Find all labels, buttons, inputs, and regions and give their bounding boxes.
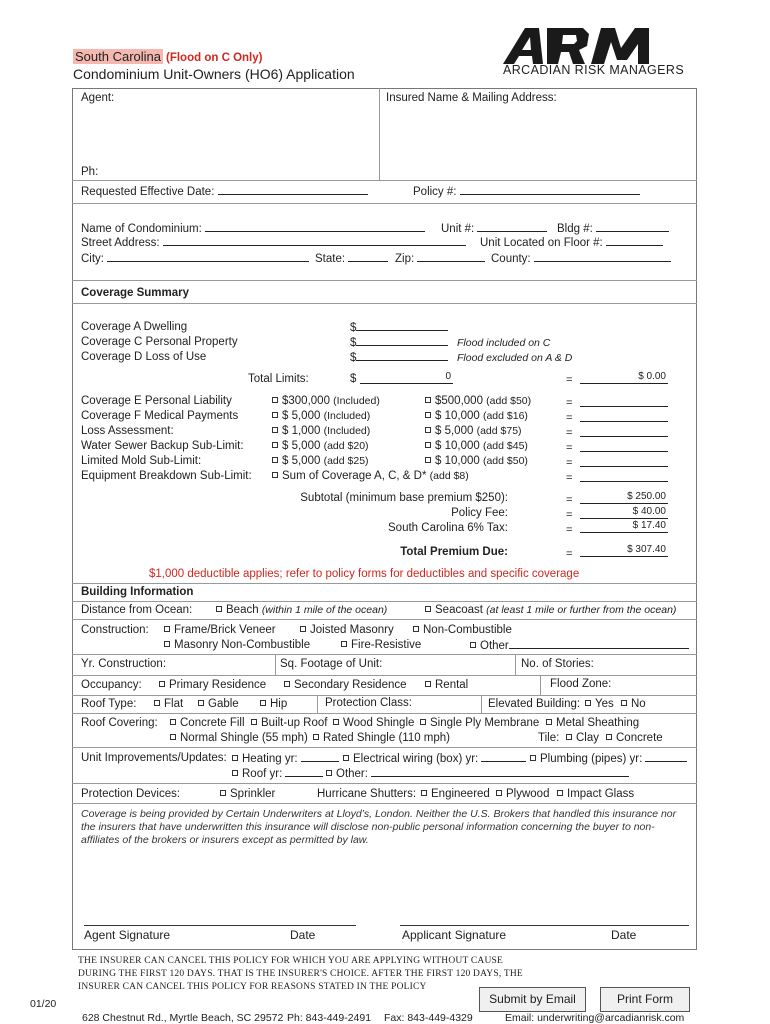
equals-sign: = — [566, 509, 573, 521]
cancel-notice-line2: DURING THE FIRST 120 DAYS. THAT IS THE INSURER'S CHOICE. AFTER THE FIRST 120 DAYS, THE — [78, 969, 523, 979]
coverage-premium — [580, 440, 668, 452]
stories-label: No. of Stories: — [521, 658, 594, 670]
option-amount: $ 1,000 — [282, 425, 321, 437]
option-note: (add $45) — [482, 440, 528, 452]
roof-covering-label: Roof Covering: — [81, 717, 158, 729]
effective-date-label: Requested Effective Date: — [81, 186, 215, 198]
coverage-option-2[interactable] — [425, 395, 531, 407]
option-amount: $ 5,000 — [282, 455, 321, 467]
coverage-option-1[interactable] — [272, 455, 369, 467]
sqft-label: Sq. Footage of Unit: — [280, 658, 383, 670]
footer-fax: Fax: 843-449-4329 — [384, 1012, 473, 1024]
coverage-row — [81, 395, 232, 407]
metal-label: Metal Sheathing — [556, 717, 640, 729]
masonry-nc-option[interactable] — [164, 639, 310, 651]
coverage-option-1[interactable] — [272, 410, 370, 422]
hip-option[interactable] — [260, 698, 287, 710]
option-note: (add $50) — [486, 395, 532, 407]
agent-date-label: Date — [290, 928, 316, 942]
coverage-option-1[interactable] — [272, 440, 369, 452]
coverage-row — [81, 425, 174, 437]
protection-devices-label: Protection Devices: — [81, 788, 181, 800]
coverage-premium — [580, 410, 668, 422]
flood-included-note: Flood included on C — [457, 337, 551, 349]
coverage-c-input[interactable] — [350, 336, 448, 349]
footer-email: Email: underwriting@arcadianrisk.com — [505, 1012, 685, 1024]
equipment-note: (add $8) — [429, 470, 469, 482]
other-improvement-label: Other: — [336, 768, 368, 780]
roof-yr-label: Roof yr: — [242, 768, 283, 780]
beach-note: (within 1 mile of the ocean) — [261, 604, 388, 616]
fire-resistive-label: Fire-Resistive — [351, 639, 422, 651]
street-address-label: Street Address: — [81, 237, 160, 249]
form-title: Condominium Unit-Owners (HO6) Application — [73, 66, 355, 82]
other-improvement-field[interactable] — [326, 767, 629, 780]
single-ply-label: Single Ply Membrane — [430, 717, 540, 729]
plumbing-field[interactable] — [530, 752, 687, 765]
print-form-button[interactable]: Print Form — [600, 987, 690, 1012]
coverage-premium — [580, 395, 668, 407]
tax-value: $ 17.40 — [580, 521, 668, 533]
elevated-yes-option[interactable] — [585, 698, 614, 710]
rated-shingle-option[interactable] — [313, 732, 450, 744]
secondary-label: Secondary Residence — [294, 679, 407, 691]
dollar-sign: $ — [350, 337, 357, 349]
roof-yr-field[interactable] — [232, 767, 323, 780]
coverage-option-1[interactable] — [272, 395, 380, 407]
city-field[interactable] — [81, 252, 309, 265]
primary-label: Primary Residence — [169, 679, 267, 691]
coverage-summary-title: Coverage Summary — [81, 287, 190, 299]
yr-construction-label: Yr. Construction: — [81, 658, 167, 670]
bldg-number-label: Bldg #: — [557, 223, 593, 235]
option-note: (Included) — [323, 410, 371, 422]
engineered-option[interactable] — [421, 788, 490, 800]
total-limits-label: Total Limits: — [248, 373, 309, 385]
single-ply-option[interactable] — [420, 717, 539, 729]
option-note: (add $20) — [323, 440, 369, 452]
seacoast-label: Seacoast — [435, 604, 483, 616]
form-version: 01/20 — [30, 998, 57, 1010]
yes-label: Yes — [595, 698, 614, 710]
coverage-row — [81, 455, 201, 467]
metal-option[interactable] — [546, 717, 639, 729]
zip-field[interactable] — [395, 252, 485, 265]
cancel-notice-line1: THE INSURER CAN CANCEL THIS POLICY FOR WHICH YOU ARE APPLYING WITHOUT CAUSE — [78, 956, 504, 966]
option-note: (add $16) — [482, 410, 528, 422]
fire-resistive-option[interactable] — [341, 639, 421, 651]
no-label: No — [631, 698, 646, 710]
occupancy-label: Occupancy: — [81, 679, 142, 691]
electrical-label: Electrical wiring (box) yr: — [353, 753, 479, 765]
flat-option[interactable] — [154, 698, 183, 710]
dollar-sign: $ — [350, 373, 357, 385]
clay-option[interactable] — [566, 732, 599, 744]
equals-sign: = — [566, 397, 573, 409]
flood-zone-label: Flood Zone: — [550, 678, 612, 690]
total-due-label: Total Premium Due: — [400, 546, 508, 558]
wood-shingle-label: Wood Shingle — [343, 717, 415, 729]
seacoast-note: (at least 1 mile or further from the ocean) — [486, 604, 677, 616]
total-limits-value: 0 — [360, 372, 453, 384]
equals-sign: = — [566, 494, 573, 506]
equipment-premium — [580, 470, 668, 482]
coverage-row-label: Limited Mold Sub-Limit: — [81, 455, 202, 467]
rated-shingle-label: Rated Shingle (110 mph) — [323, 732, 450, 744]
joisted-label: Joisted Masonry — [310, 624, 394, 636]
logo-subtitle: ARCADIAN RISK MANAGERS — [503, 63, 685, 77]
concrete-fill-option[interactable] — [170, 717, 245, 729]
effective-date-field[interactable] — [81, 185, 368, 198]
flat-label: Flat — [164, 698, 184, 710]
coverage-option-2[interactable] — [425, 410, 528, 422]
hip-label: Hip — [270, 698, 288, 710]
noncombustible-label: Non-Combustible — [423, 624, 512, 636]
other-label: Other — [480, 640, 509, 652]
sprinkler-label: Sprinkler — [230, 788, 276, 800]
equals-sign: = — [566, 442, 573, 454]
applicant-signature-label: Applicant Signature — [402, 928, 507, 942]
building-info-title: Building Information — [81, 586, 194, 598]
equipment-option-label: Sum of Coverage A, C, & D* — [282, 470, 427, 482]
coverage-row-label: Coverage E Personal Liability — [81, 395, 232, 407]
coverage-row-label: Loss Assessment: — [81, 425, 174, 437]
option-amount: $ 5,000 — [435, 425, 474, 437]
coverage-d-label: Coverage D Loss of Use — [81, 351, 207, 363]
state-label: State: — [315, 253, 346, 265]
form-state-heading — [73, 49, 262, 64]
option-amount: $300,000 — [282, 395, 330, 407]
masonry-nc-label: Masonry Non-Combustible — [174, 639, 311, 651]
plywood-option[interactable] — [496, 788, 549, 800]
equipment-option[interactable] — [272, 470, 469, 482]
secondary-option[interactable] — [284, 679, 407, 691]
deductible-note: $1,000 deductible applies; refer to policy forms for deductibles and specific coverage — [149, 568, 580, 580]
applicant-date-label: Date — [611, 928, 637, 942]
tile-label: Tile: — [538, 732, 560, 744]
rental-label: Rental — [435, 679, 469, 691]
policy-number-label: Policy #: — [413, 186, 457, 198]
heating-label: Heating yr: — [242, 753, 298, 765]
beach-option[interactable] — [216, 604, 387, 616]
flood-note: (Flood on C Only) — [166, 52, 263, 64]
coverage-d-input[interactable] — [350, 351, 448, 364]
concrete-tile-label: Concrete — [616, 732, 663, 744]
footer-address: 628 Chestnut Rd., Myrtle Beach, SC 29572 — [82, 1012, 284, 1024]
agent-phone-label: Ph: — [81, 166, 99, 178]
option-amount: $500,000 — [435, 395, 483, 407]
construction-label: Construction: — [81, 624, 149, 636]
equals-sign: = — [566, 412, 573, 424]
equals-sign: = — [566, 374, 573, 386]
coverage-option-2[interactable] — [425, 455, 528, 467]
floor-field[interactable] — [480, 236, 663, 249]
county-label: County: — [491, 253, 531, 265]
footer-phone: Ph: 843-449-2491 — [287, 1012, 372, 1024]
total-limits-premium: $ 0.00 — [580, 372, 668, 384]
option-amount: $ 5,000 — [282, 410, 321, 422]
agent-signature-label: Agent Signature — [84, 928, 171, 942]
roof-type-label: Roof Type: — [81, 698, 137, 710]
clay-label: Clay — [576, 732, 600, 744]
coverage-row — [81, 440, 244, 452]
flood-excluded-note: Flood excluded on A & D — [457, 352, 573, 364]
option-amount: $ 10,000 — [435, 455, 480, 467]
city-label: City: — [81, 253, 104, 265]
dollar-sign: $ — [350, 352, 357, 364]
elevated-label: Elevated Building: — [488, 698, 581, 710]
coverage-option-2[interactable] — [425, 440, 528, 452]
distance-label: Distance from Ocean: — [81, 604, 193, 616]
condo-name-field[interactable] — [81, 222, 425, 235]
coverage-option-1[interactable] — [272, 425, 370, 437]
equals-sign: = — [566, 548, 573, 560]
insured-label: Insured Name & Mailing Address: — [386, 92, 557, 104]
heating-field[interactable] — [232, 752, 339, 765]
frame-label: Frame/Brick Veneer — [174, 624, 276, 636]
seacoast-option[interactable] — [425, 604, 676, 616]
coverage-c-label: Coverage C Personal Property — [81, 336, 238, 348]
rental-option[interactable] — [425, 679, 468, 691]
state-name: South Carolina — [75, 49, 161, 64]
protection-class-label: Protection Class: — [325, 697, 412, 709]
submit-email-button[interactable]: Submit by Email — [479, 987, 586, 1012]
agent-label: Agent: — [81, 92, 115, 104]
subtotal-value: $ 250.00 — [580, 492, 668, 504]
coverage-row-label: Water Sewer Backup Sub-Limit: — [81, 440, 244, 452]
concrete-tile-option[interactable] — [606, 732, 663, 744]
equals-sign: = — [566, 457, 573, 469]
improvements-label: Unit Improvements/Updates: — [81, 752, 227, 764]
other-construction-option[interactable] — [470, 639, 689, 652]
policy-number-field[interactable] — [413, 185, 640, 198]
option-note: (add $25) — [323, 455, 369, 467]
hurricane-label: Hurricane Shutters: — [317, 788, 417, 800]
state-field[interactable] — [315, 252, 388, 265]
equals-sign: = — [566, 524, 573, 536]
floor-label: Unit Located on Floor #: — [480, 237, 603, 249]
option-amount: $ 10,000 — [435, 440, 480, 452]
policy-fee-value: $ 40.00 — [580, 507, 668, 519]
coverage-row-label: Coverage F Medical Payments — [81, 410, 239, 422]
street-address-field[interactable] — [81, 236, 466, 249]
electrical-field[interactable] — [343, 752, 526, 765]
subtotal-label: Subtotal (minimum base premium $250): — [300, 492, 508, 504]
county-field[interactable] — [491, 252, 671, 265]
plumbing-label: Plumbing (pipes) yr: — [540, 753, 643, 765]
impact-glass-option[interactable] — [557, 788, 634, 800]
coverage-a-input[interactable] — [350, 321, 448, 334]
plywood-label: Plywood — [506, 788, 550, 800]
normal-shingle-option[interactable] — [170, 732, 308, 744]
equals-sign: = — [566, 427, 573, 439]
equals-sign: = — [566, 472, 573, 484]
option-note: (Included) — [333, 395, 380, 407]
disclosure-text: Coverage is being provided by Certain Underwriters at Lloyd’s, London. Neither the U.S. Brokers that handled this insurance nor the insurers that have underwritten this insurance will disclose non-public personal information concerning the buyer to non-affiliates of the brokers or insurers except as permitted by law. — [81, 808, 677, 846]
concrete-fill-label: Concrete Fill — [180, 717, 245, 729]
policy-fee-label: Policy Fee: — [451, 507, 508, 519]
impact-glass-label: Impact Glass — [567, 788, 635, 800]
builtup-label: Built-up Roof — [261, 717, 328, 729]
coverage-premium — [580, 455, 668, 467]
unit-number-label: Unit #: — [441, 223, 475, 235]
option-amount: $ 10,000 — [435, 410, 480, 422]
option-note: (Included) — [323, 425, 371, 437]
bldg-number-field[interactable] — [557, 222, 669, 235]
coverage-option-2[interactable] — [425, 425, 522, 437]
total-due-value: $ 307.40 — [580, 545, 668, 557]
tax-label: South Carolina 6% Tax: — [388, 522, 508, 534]
sprinkler-option[interactable] — [220, 788, 275, 800]
coverage-row — [81, 410, 238, 422]
option-note: (add $50) — [482, 455, 528, 467]
builtup-option[interactable] — [251, 717, 327, 729]
noncombustible-option[interactable] — [413, 624, 512, 636]
coverage-a-label: Coverage A Dwelling — [81, 321, 188, 333]
cancel-notice-line3: INSURER CAN CANCEL THIS POLICY FOR REASONS STATED IN THE POLICY — [78, 982, 427, 992]
coverage-premium — [580, 425, 668, 437]
wood-shingle-option[interactable] — [333, 717, 414, 729]
option-amount: $ 5,000 — [282, 440, 321, 452]
normal-shingle-label: Normal Shingle (55 mph) — [180, 732, 308, 744]
joisted-option[interactable] — [300, 624, 394, 636]
engineered-label: Engineered — [431, 788, 490, 800]
gable-option[interactable] — [198, 698, 239, 710]
primary-option[interactable] — [159, 679, 266, 691]
beach-label: Beach — [226, 604, 259, 616]
condo-name-label: Name of Condominium: — [81, 223, 202, 235]
elevated-no-option[interactable] — [621, 698, 646, 710]
frame-option[interactable] — [164, 624, 276, 636]
unit-number-field[interactable] — [441, 222, 547, 235]
zip-label: Zip: — [395, 253, 415, 265]
option-note: (add $75) — [476, 425, 522, 437]
dollar-sign: $ — [350, 322, 357, 334]
gable-label: Gable — [208, 698, 239, 710]
equipment-label: Equipment Breakdown Sub-Limit: — [81, 470, 252, 482]
